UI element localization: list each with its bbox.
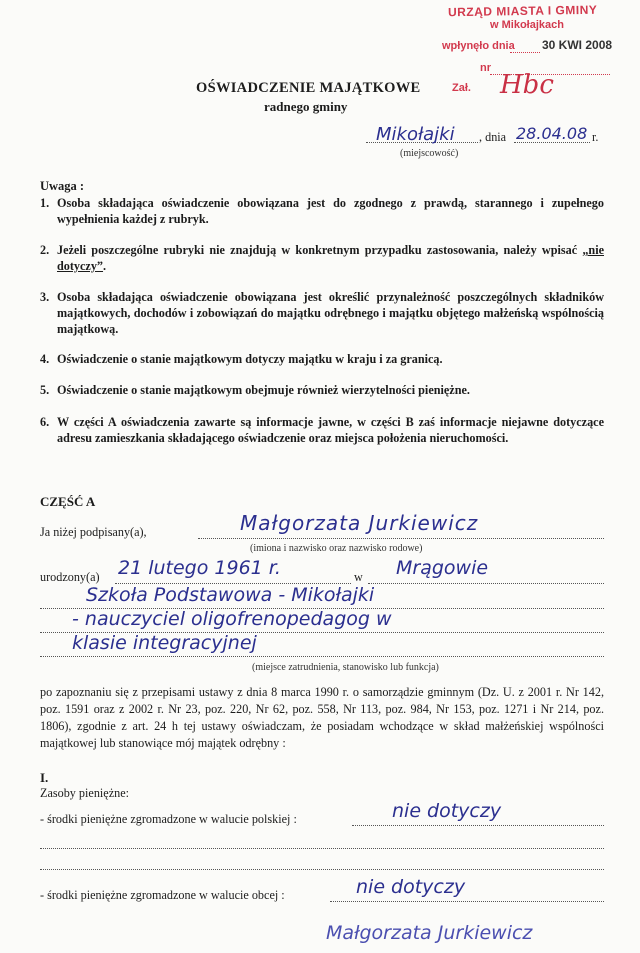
uwaga-item-2: 2. Jeżeli poszczególne rubryki nie znajdują w konkretnym przypadku zastosowania, należy wpisać „nie dotyczy”. bbox=[40, 243, 604, 273]
name-value: Małgorzata Jurkiewicz bbox=[240, 511, 479, 535]
employment-line-1: Szkoła Podstawowa - Mikołajki bbox=[86, 584, 375, 606]
name-caption: (imiona i nazwisko oraz nazwisko rodowe) bbox=[250, 543, 423, 554]
polish-currency-value: nie dotyczy bbox=[392, 800, 502, 822]
document-subtitle: radnego gminy bbox=[264, 99, 348, 114]
footer-signature: Małgorzata Jurkiewicz bbox=[326, 922, 533, 944]
dnia-label: , dnia bbox=[479, 130, 507, 144]
foreign-currency-label: - środki pieniężne zgromadzone w walucie obcej : bbox=[40, 888, 285, 902]
uwaga-item-5: 5. Oświadczenie o stanie majątkowym obejmuje również wierzytelności pieniężne. bbox=[40, 383, 470, 397]
date-value: 28.04.08 bbox=[516, 124, 588, 143]
employment-caption: (miejsce zatrudnienia, stanowisko lub funkcja) bbox=[252, 662, 439, 673]
uwaga-item-1: 1. Osoba składająca oświadczenie obowiązana jest do zgodnego z prawdą, starannego i zupełnego wypełnienia każdej z rubryk. bbox=[40, 196, 604, 226]
signed-label: Ja niżej podpisany(a), bbox=[40, 525, 147, 539]
uwaga-item-6: 6. W części A oświadczenia zawarte są informacje jawne, w części B zaś informacje niejawne dotyczące adresu zamieszkania składającego oświadczenie oraz miejsca położenia nieruchomości. bbox=[40, 415, 604, 445]
r-label: r. bbox=[592, 130, 599, 144]
place-value: Mikołajki bbox=[376, 124, 455, 145]
born-label: urodzony(a) bbox=[40, 570, 100, 584]
stamp-received-label: wpłynęło dnia bbox=[442, 40, 515, 52]
section-1-subheading: Zasoby pieniężne: bbox=[40, 786, 130, 800]
stamp-office: URZĄD MIASTA I GMINY bbox=[447, 2, 598, 20]
part-a-heading: CZĘŚĆ A bbox=[40, 494, 96, 509]
employment-line-3: klasie integracyjnej bbox=[72, 632, 257, 654]
born-place-value: Mrągowie bbox=[396, 557, 489, 579]
uwaga-item-3: 3. Osoba składająca oświadczenie obowiązana jest określić przynależność poszczególnych składników majątkowych, dochodów i zobowiązań do majątku odrębnego i majątku objętego małżeńską wspólnością majątkową. bbox=[40, 290, 604, 336]
stamp-date: 30 KWI 2008 bbox=[542, 38, 613, 52]
w-label: w bbox=[354, 570, 363, 584]
stamp-attachment-label: Zał. bbox=[452, 82, 471, 94]
stamp-initials-signature: Hbc bbox=[500, 70, 554, 100]
employment-line-2: - nauczyciel oligofrenopedagog w bbox=[72, 608, 392, 630]
section-1-heading: I. bbox=[40, 770, 49, 785]
uwaga-item-4: 4. Oświadczenie o stanie majątkowym dotyczy majątku w kraju i za granicą. bbox=[40, 352, 443, 366]
stamp-number-label: nr bbox=[480, 62, 491, 74]
nie-dotyczy-quote: „nie dotyczy” bbox=[57, 243, 604, 273]
stamp-location: w Mikołajkach bbox=[490, 19, 564, 31]
document-title: OŚWIADCZENIE MAJĄTKOWE bbox=[196, 80, 421, 96]
polish-currency-label: - środki pieniężne zgromadzone w walucie polskiej : bbox=[40, 812, 297, 826]
registration-stamp bbox=[428, 4, 640, 104]
born-date-value: 21 lutego 1961 r. bbox=[118, 557, 281, 579]
uwaga-heading: Uwaga : bbox=[40, 179, 85, 193]
foreign-currency-value: nie dotyczy bbox=[356, 876, 466, 898]
statement-paragraph: po zapoznaniu się z przepisami ustawy z dnia 8 marca 1990 r. o samorządzie gminnym (Dz. U. z 2001 r. Nr 142, poz. 1591 oraz z 2002 r. Nr 23, poz. 220, Nr 62, poz. 558, Nr 113, poz. 984, Nr 153, poz. 1271 i Nr 214, poz. 1806), zgodnie z art. 24 h tej ustawy oświadczam, że posiadam wchodzące w skład małżeńskiej wspólności majątkowej lub stanowiące mój majątek odrębny : bbox=[40, 685, 604, 750]
place-caption: (miejscowość) bbox=[400, 148, 459, 159]
